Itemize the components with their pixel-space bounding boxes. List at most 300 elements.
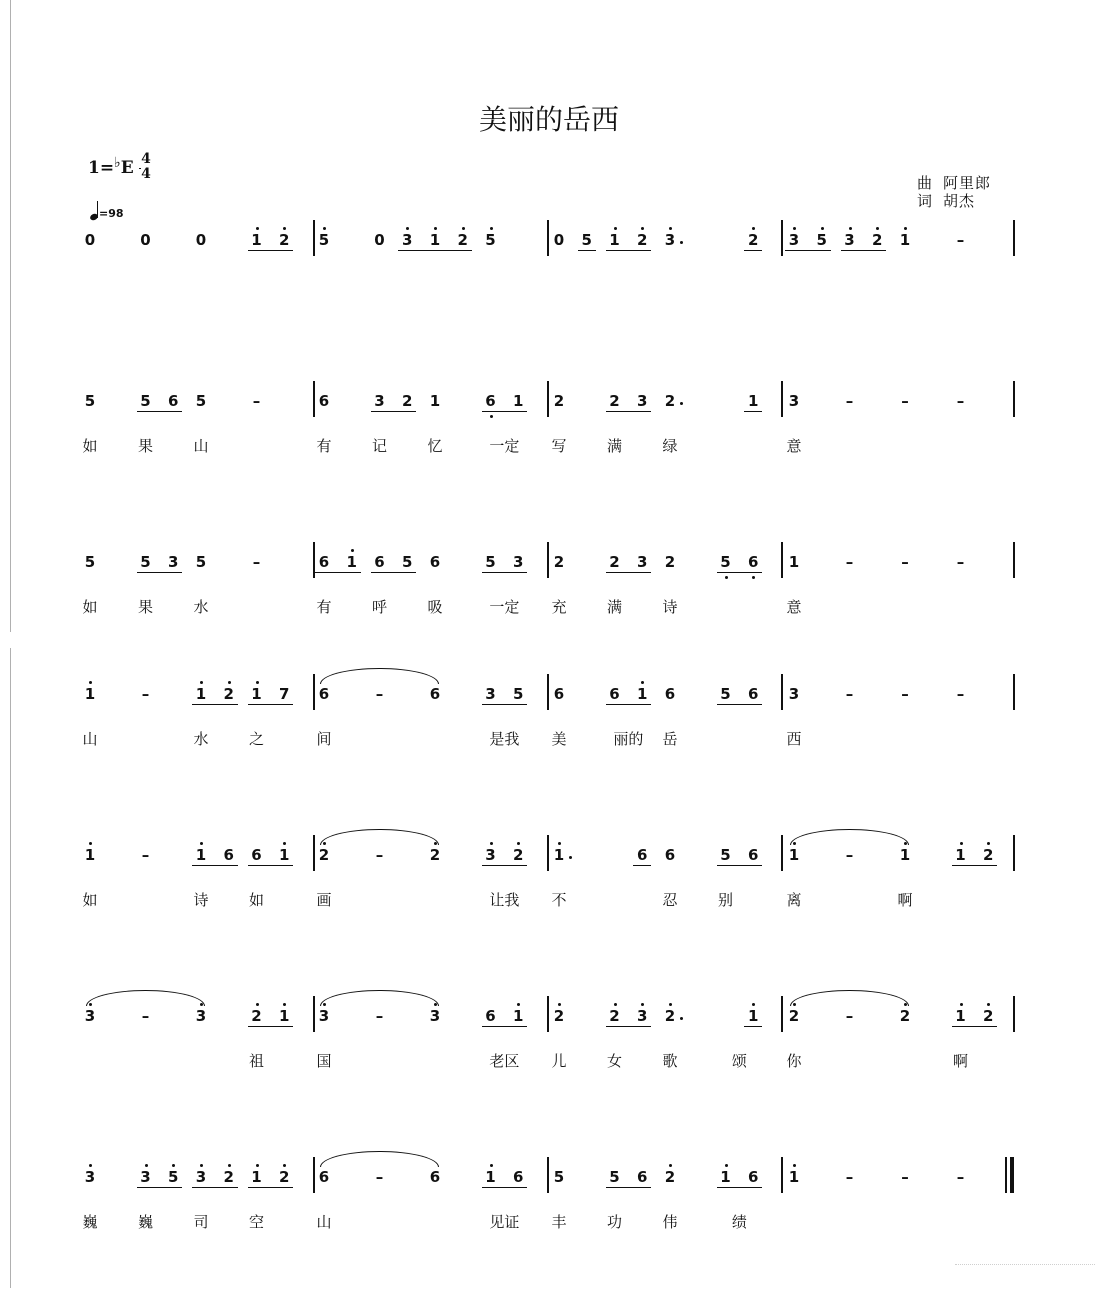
note: 2 — [664, 553, 676, 571]
tie-arc — [320, 1151, 439, 1167]
note: 1 — [192, 686, 210, 702]
note: 6 — [429, 553, 441, 571]
dash-rest: – — [141, 685, 150, 703]
eighth-beam — [482, 1026, 528, 1027]
octave-up-dot — [89, 842, 92, 845]
note: 6 — [318, 685, 330, 703]
octave-up-dot — [200, 1164, 203, 1167]
note: 2 — [402, 392, 413, 410]
note: 1 — [275, 1008, 293, 1024]
note: 2 — [979, 847, 997, 863]
note: 6 — [664, 685, 676, 703]
note: 5 — [813, 232, 831, 248]
credit-label: 曲 — [917, 174, 934, 192]
octave-up-dot — [283, 1003, 286, 1006]
note: 3 — [137, 1169, 155, 1185]
dash-rest: – — [252, 553, 261, 571]
eighth-beam — [606, 250, 652, 251]
lyric-syllable: 山 — [316, 1213, 332, 1231]
note: 5 — [140, 392, 151, 410]
eighth-beam — [315, 572, 361, 573]
note: 2 — [868, 232, 886, 248]
eighth-beam — [248, 250, 294, 251]
note: 2 — [220, 686, 238, 702]
rest-note: 0 — [140, 231, 151, 249]
note: 5 — [164, 1169, 182, 1185]
octave-up-dot — [793, 227, 796, 230]
note: 1 — [426, 232, 444, 248]
octave-up-dot — [256, 1003, 259, 1006]
note: 6 — [748, 846, 759, 864]
octave-up-dot — [434, 227, 437, 230]
eighth-beam — [606, 1187, 652, 1188]
eighth-beam — [192, 1187, 238, 1188]
octave-up-dot — [725, 1164, 728, 1167]
note: 2 — [744, 232, 762, 248]
bar-line — [313, 1157, 315, 1193]
octave-up-dot — [641, 681, 644, 684]
tie-arc — [790, 829, 909, 845]
octave-up-dot — [351, 549, 354, 552]
lyric-syllable: 诗 — [193, 891, 209, 909]
note: 5 — [581, 231, 592, 249]
bar-line — [1013, 542, 1015, 578]
dash-rest: – — [956, 553, 965, 571]
bar-line — [547, 1157, 549, 1193]
dash-rest: – — [956, 231, 965, 249]
lyric-syllable: 如 — [248, 891, 264, 909]
lyric-syllable: 让我 — [489, 891, 520, 909]
dash-rest: – — [375, 685, 384, 703]
note: 6 — [482, 393, 500, 409]
lyric-syllable: 山 — [82, 730, 98, 748]
note: 2 — [609, 553, 620, 571]
tie-arc — [320, 668, 439, 684]
octave-up-dot — [256, 1164, 259, 1167]
bar-line — [313, 381, 315, 417]
tempo-value: =98 — [99, 207, 124, 220]
bar-line — [1013, 835, 1015, 871]
eighth-beam — [248, 865, 294, 866]
octave-up-dot — [200, 842, 203, 845]
note: 1 — [785, 1169, 803, 1185]
note: 1 — [513, 392, 524, 410]
note: 6 — [374, 553, 385, 571]
lyric-syllable: 果 — [137, 437, 153, 455]
octave-up-dot — [256, 681, 259, 684]
lyric-syllable: 满 — [606, 598, 622, 616]
lyric-syllable: 如 — [82, 437, 98, 455]
song-title: 美丽的岳西 — [478, 103, 619, 136]
eighth-beam — [482, 1187, 528, 1188]
lyric-syllable: 儿 — [551, 1052, 567, 1070]
lyric-syllable: 离 — [786, 891, 802, 909]
octave-up-dot — [558, 1003, 561, 1006]
note: 6 — [748, 1168, 759, 1186]
credit-name: 阿里郎 — [943, 174, 992, 192]
octave-down-dot — [752, 576, 755, 579]
bar-line — [781, 674, 783, 710]
eighth-beam — [192, 704, 238, 705]
tie-arc — [790, 990, 909, 1006]
lyric-syllable: 忆 — [427, 437, 443, 455]
octave-up-dot — [669, 1003, 672, 1006]
dash-rest: – — [252, 392, 261, 410]
eighth-beam — [248, 1187, 294, 1188]
dash-rest: – — [845, 846, 854, 864]
note: 2 — [315, 847, 333, 863]
lyric-syllable: 巍 — [82, 1213, 98, 1231]
note: 2 — [550, 1008, 568, 1024]
tempo-mark — [90, 200, 124, 220]
lyric-syllable: 伟 — [662, 1213, 678, 1231]
lyric-syllable: 山 — [193, 437, 209, 455]
lyric-syllable: 颂 — [731, 1052, 747, 1070]
eighth-beam — [606, 411, 652, 412]
dash-rest: – — [141, 846, 150, 864]
dash-rest: – — [956, 685, 965, 703]
note: 6 — [168, 392, 179, 410]
eighth-beam — [248, 1026, 294, 1027]
bar-line — [781, 542, 783, 578]
note: 6 — [429, 1168, 441, 1186]
lyric-syllable: 意 — [786, 437, 802, 455]
octave-up-dot — [669, 1164, 672, 1167]
eighth-beam — [606, 572, 652, 573]
note: 3 — [513, 553, 524, 571]
lyric-syllable: 你 — [786, 1052, 802, 1070]
page-edge-line — [10, 648, 11, 1288]
augmentation-dot — [680, 241, 683, 244]
dash-rest: – — [845, 685, 854, 703]
note: 3 — [637, 553, 648, 571]
octave-up-dot — [641, 1003, 644, 1006]
note: 1 — [81, 847, 99, 863]
eighth-beam — [744, 411, 762, 412]
lyric-syllable: 有 — [316, 437, 332, 455]
note: 3 — [81, 1169, 99, 1185]
dash-rest: – — [901, 685, 909, 703]
dash-rest: – — [901, 553, 909, 571]
note: 6 — [318, 553, 330, 571]
lyric-syllable: 空 — [248, 1213, 264, 1231]
bar-line — [1013, 996, 1015, 1032]
bar-line — [547, 996, 549, 1032]
final-bar-line — [1010, 1157, 1014, 1193]
lyric-syllable: 丽的 — [613, 730, 644, 748]
octave-down-dot — [725, 576, 728, 579]
bar-line — [1005, 1157, 1007, 1193]
octave-up-dot — [406, 227, 409, 230]
note: 1 — [550, 847, 568, 863]
lyric-syllable: 间 — [316, 730, 332, 748]
octave-up-dot — [323, 227, 326, 230]
lyric-syllable: 岳 — [662, 730, 678, 748]
note: 3 — [788, 685, 800, 703]
bar-line — [547, 542, 549, 578]
key-letter: E — [120, 158, 134, 178]
note: 6 — [251, 846, 262, 864]
bar-line — [1013, 220, 1015, 256]
note: 5 — [609, 1168, 620, 1186]
octave-up-dot — [89, 1164, 92, 1167]
note: 6 — [637, 1168, 648, 1186]
bar-line — [313, 674, 315, 710]
lyric-syllable: 国 — [316, 1052, 332, 1070]
rest-note: 0 — [374, 231, 385, 249]
eighth-beam — [398, 250, 472, 251]
bar-line — [547, 220, 549, 256]
octave-up-dot — [89, 681, 92, 684]
dash-rest: – — [845, 392, 854, 410]
note: 2 — [426, 847, 444, 863]
lyric-syllable: 如 — [82, 598, 98, 616]
lyric-syllable: 吸 — [427, 598, 443, 616]
note: 2 — [220, 1169, 238, 1185]
octave-up-dot — [614, 227, 617, 230]
lyric-syllable: 呼 — [371, 598, 387, 616]
dash-rest: – — [141, 1007, 150, 1025]
note: 6 — [664, 846, 676, 864]
lyric-syllable: 果 — [137, 598, 153, 616]
credit-name: 胡杰 — [943, 192, 976, 210]
bar-line — [1013, 674, 1015, 710]
time-numerator: 4 — [141, 151, 151, 167]
lyric-syllable: 见证 — [489, 1213, 520, 1231]
note: 5 — [140, 553, 151, 571]
note: 1 — [952, 1008, 970, 1024]
bar-line — [547, 674, 549, 710]
tie-arc — [86, 990, 205, 1006]
lyric-syllable: 西 — [786, 730, 802, 748]
octave-up-dot — [200, 681, 203, 684]
note: 5 — [84, 392, 96, 410]
note: 2 — [454, 232, 472, 248]
octave-up-dot — [490, 842, 493, 845]
octave-up-dot — [283, 227, 286, 230]
note: 3 — [482, 847, 500, 863]
eighth-beam — [952, 1026, 998, 1027]
lyric-syllable: 老区 — [489, 1052, 520, 1070]
eighth-beam — [785, 250, 831, 251]
bar-line — [781, 835, 783, 871]
eighth-beam — [578, 250, 596, 251]
augmentation-dot — [680, 1017, 683, 1020]
tie-arc — [320, 829, 439, 845]
lyric-syllable: 丰 — [551, 1213, 567, 1231]
note: 2 — [979, 1008, 997, 1024]
dash-rest: – — [375, 1168, 384, 1186]
note: 1 — [633, 686, 651, 702]
dash-rest: – — [845, 1168, 854, 1186]
lyric-syllable: 绩 — [731, 1213, 747, 1231]
note: 3 — [426, 1008, 444, 1024]
note: 1 — [785, 847, 803, 863]
credit-label: 词 — [917, 192, 934, 210]
eighth-beam — [371, 572, 417, 573]
note: 3 — [192, 1169, 210, 1185]
note: 6 — [318, 392, 330, 410]
octave-up-dot — [145, 1164, 148, 1167]
note: 5 — [513, 685, 524, 703]
eighth-beam — [192, 865, 238, 866]
note: 5 — [720, 846, 731, 864]
octave-up-dot — [876, 227, 879, 230]
note: 7 — [279, 685, 290, 703]
octave-up-dot — [793, 1164, 796, 1167]
bar-line — [781, 1157, 783, 1193]
note: 2 — [248, 1008, 266, 1024]
tie-arc — [320, 990, 439, 1006]
lyric-syllable: 一定 — [489, 598, 520, 616]
note: 1 — [717, 1169, 735, 1185]
octave-up-dot — [490, 227, 493, 230]
eighth-beam — [482, 865, 528, 866]
note: 1 — [192, 847, 210, 863]
note: 5 — [720, 685, 731, 703]
note: 1 — [788, 553, 800, 571]
lyric-syllable: 祖 — [248, 1052, 264, 1070]
lyric-syllable: 不 — [551, 891, 567, 909]
bar-line — [313, 835, 315, 871]
lyricist-credit — [917, 190, 975, 211]
octave-up-dot — [558, 842, 561, 845]
note: 6 — [609, 685, 620, 703]
dash-rest: – — [901, 1168, 909, 1186]
lyric-syllable: 是我 — [489, 730, 520, 748]
bar-line — [313, 542, 315, 578]
octave-up-dot — [283, 1164, 286, 1167]
note: 1 — [248, 686, 266, 702]
lyric-syllable: 水 — [193, 730, 209, 748]
note: 1 — [744, 1008, 762, 1024]
eighth-beam — [717, 865, 763, 866]
note: 6 — [429, 685, 441, 703]
lyric-syllable: 巍 — [137, 1213, 153, 1231]
note: 6 — [485, 1007, 496, 1025]
octave-up-dot — [641, 227, 644, 230]
lyric-syllable: 满 — [606, 437, 622, 455]
eighth-beam — [717, 1187, 763, 1188]
octave-up-dot — [849, 227, 852, 230]
note: 2 — [609, 392, 620, 410]
dash-rest: – — [956, 1168, 965, 1186]
eighth-beam — [717, 704, 763, 705]
octave-up-dot — [752, 1003, 755, 1006]
note: 3 — [398, 232, 416, 248]
note: 3 — [788, 392, 800, 410]
note: 6 — [223, 846, 234, 864]
note: 3 — [633, 1008, 651, 1024]
note: 1 — [509, 1008, 527, 1024]
eighth-beam — [841, 250, 887, 251]
octave-down-dot — [490, 415, 493, 418]
lyric-syllable: 意 — [786, 598, 802, 616]
flat-icon: ♭ — [114, 155, 121, 171]
eighth-beam — [717, 572, 763, 573]
note: 6 — [553, 685, 565, 703]
note: 5 — [84, 553, 96, 571]
bar-line — [547, 381, 549, 417]
note: 2 — [633, 232, 651, 248]
lyric-syllable: 歌 — [662, 1052, 678, 1070]
note: 1 — [429, 392, 441, 410]
note: 2 — [664, 392, 676, 410]
lyric-syllable: 忍 — [662, 891, 678, 909]
note: 1 — [81, 686, 99, 702]
eighth-beam — [371, 411, 417, 412]
octave-up-dot — [960, 1003, 963, 1006]
bar-line — [547, 835, 549, 871]
key-equals: = — [99, 158, 115, 178]
dash-rest: – — [845, 1007, 854, 1025]
note: 5 — [195, 392, 207, 410]
octave-up-dot — [821, 227, 824, 230]
eighth-beam — [482, 411, 528, 412]
note: 1 — [482, 1169, 500, 1185]
note: 5 — [485, 553, 496, 571]
note: 2 — [509, 847, 527, 863]
dash-rest: – — [375, 846, 384, 864]
lyric-syllable: 有 — [316, 598, 332, 616]
lyric-syllable: 画 — [316, 891, 332, 909]
dash-rest: – — [901, 392, 909, 410]
octave-up-dot — [960, 842, 963, 845]
eighth-beam — [606, 1026, 652, 1027]
note: 3 — [485, 685, 496, 703]
note: 1 — [248, 1169, 266, 1185]
note: 1 — [748, 392, 759, 410]
octave-up-dot — [490, 1164, 493, 1167]
lyric-syllable: 绿 — [662, 437, 678, 455]
eighth-beam — [482, 572, 528, 573]
octave-up-dot — [462, 227, 465, 230]
note: 3 — [81, 1008, 99, 1024]
octave-up-dot — [669, 227, 672, 230]
note: 2 — [606, 1008, 624, 1024]
lyric-syllable: 啊 — [952, 1052, 968, 1070]
octave-up-dot — [517, 842, 520, 845]
note: 1 — [343, 554, 361, 570]
quarter-note-icon — [90, 200, 99, 220]
note: 5 — [482, 232, 500, 248]
note: 1 — [952, 847, 970, 863]
note: 3 — [315, 1008, 333, 1024]
note: 2 — [553, 553, 565, 571]
eighth-beam — [137, 572, 183, 573]
note: 5 — [717, 554, 735, 570]
octave-up-dot — [614, 1003, 617, 1006]
lyric-syllable: 之 — [248, 730, 264, 748]
octave-up-dot — [752, 227, 755, 230]
octave-up-dot — [283, 842, 286, 845]
note: 3 — [168, 553, 179, 571]
lyric-syllable: 水 — [193, 598, 209, 616]
eighth-beam — [137, 1187, 183, 1188]
time-denominator: 4 — [141, 166, 151, 182]
note: 1 — [896, 847, 914, 863]
note: 2 — [661, 1169, 679, 1185]
note: 6 — [744, 554, 762, 570]
eighth-beam — [744, 250, 762, 251]
note: 6 — [513, 1168, 524, 1186]
note: 3 — [192, 1008, 210, 1024]
augmentation-dot — [680, 402, 683, 405]
note: 5 — [195, 553, 207, 571]
bar-line — [781, 381, 783, 417]
lyric-syllable: 女 — [606, 1052, 622, 1070]
dash-rest: – — [375, 1007, 384, 1025]
